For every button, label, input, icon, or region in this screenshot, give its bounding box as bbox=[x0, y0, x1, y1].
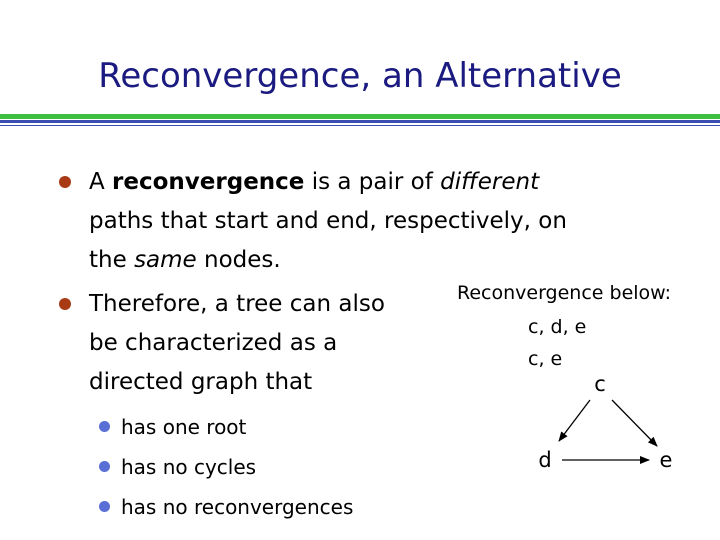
term-reconvergence: reconvergence bbox=[112, 169, 305, 195]
title-rule-blue-thin bbox=[0, 125, 720, 126]
subbullet-one-root: has one root bbox=[121, 415, 247, 439]
edge-c-d bbox=[559, 400, 590, 441]
slide-title: Reconvergence, an Alternative bbox=[98, 56, 622, 96]
emphasis-different: different bbox=[440, 169, 540, 195]
node-d: d bbox=[538, 448, 552, 472]
edge-c-e bbox=[612, 400, 657, 446]
reconvergence-path-1: c, d, e bbox=[528, 316, 587, 338]
subbullet-no-reconvergences: has no reconvergences bbox=[121, 495, 354, 519]
title-rule-green bbox=[0, 114, 720, 119]
definition-line-2: paths that start and end, respectively, on bbox=[89, 208, 567, 234]
emphasis-same: same bbox=[134, 247, 197, 273]
subbullet-dot bbox=[99, 501, 110, 512]
subbullet-dot bbox=[99, 421, 110, 432]
tree-line-1: Therefore, a tree can also bbox=[89, 291, 385, 317]
tree-line-3: directed graph that bbox=[89, 369, 313, 395]
subbullet-no-cycles: has no cycles bbox=[121, 455, 257, 479]
node-c: c bbox=[594, 372, 606, 396]
node-e: e bbox=[659, 448, 673, 472]
tree-line-2: be characterized as a bbox=[89, 330, 338, 356]
definition-line-1: A reconvergence is a pair of different bbox=[89, 169, 540, 195]
bullet-reconvergence-definition bbox=[89, 163, 689, 280]
reconvergence-heading: Reconvergence below: bbox=[457, 282, 672, 304]
definition-line-3: the same nodes. bbox=[89, 247, 281, 273]
title-rule-blue bbox=[0, 120, 720, 123]
bullet-dot bbox=[59, 176, 71, 188]
bullet-tree-characterization bbox=[89, 285, 449, 402]
subbullet-dot bbox=[99, 461, 110, 472]
reconvergence-path-2: c, e bbox=[528, 348, 563, 370]
bullet-dot bbox=[59, 298, 71, 310]
